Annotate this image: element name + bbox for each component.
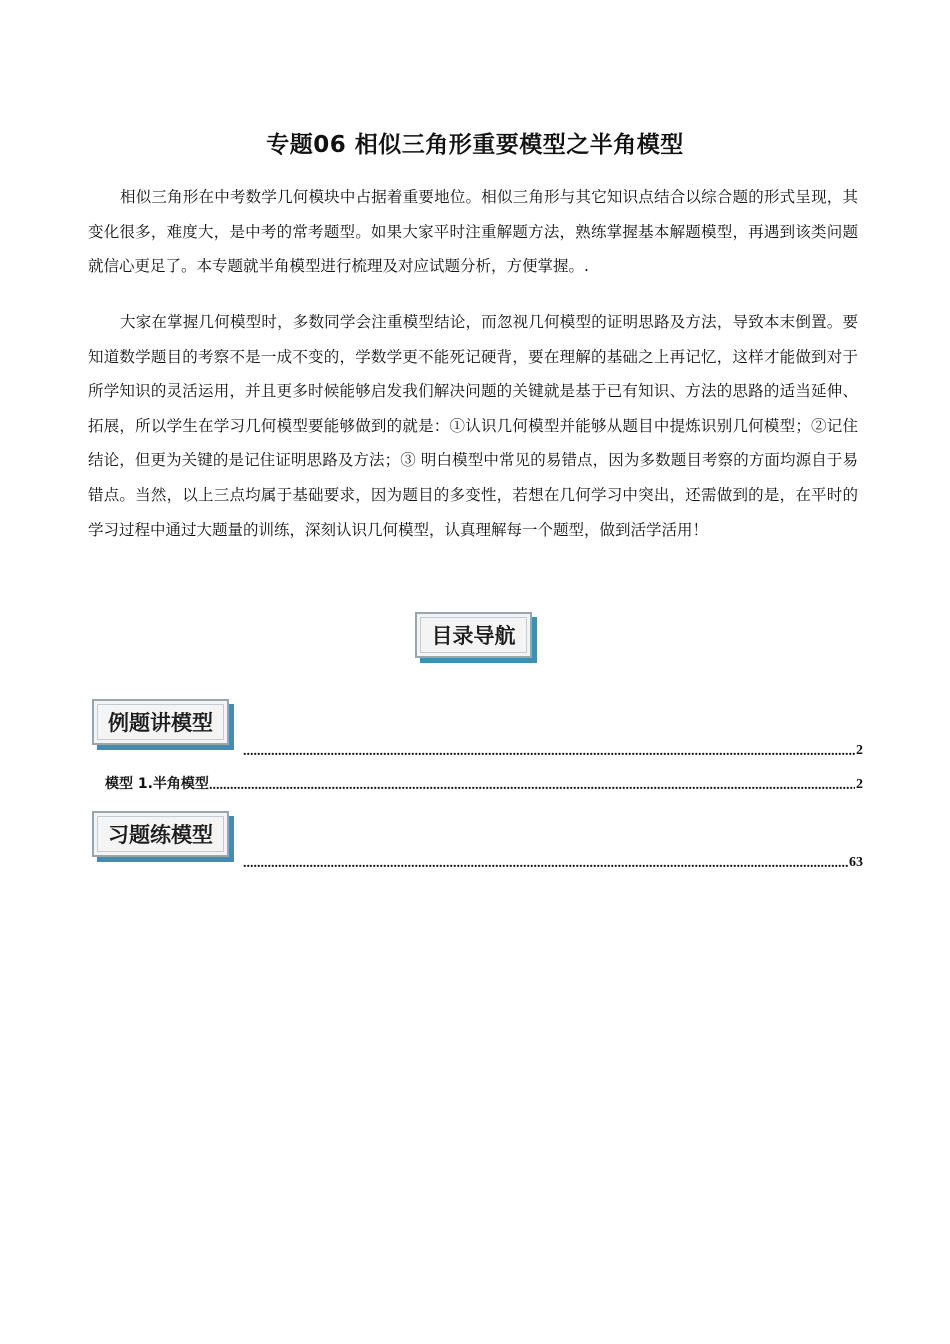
toc-line-examples[interactable]	[243, 743, 863, 759]
toc-section-box-examples[interactable]	[92, 699, 229, 745]
toc-page-number: 2	[856, 743, 863, 758]
document-title: 专题06 相似三角形重要模型之半角模型	[266, 132, 684, 158]
toc-heading-box	[415, 612, 532, 658]
toc-section-box-exercises[interactable]	[92, 811, 229, 857]
toc-entry-label: 模型 1.半角模型	[105, 776, 209, 792]
toc-page-number: 2	[856, 777, 863, 792]
toc-line-model-1[interactable]	[105, 773, 863, 793]
intro-paragraph-1: 相似三角形在中考数学几何模块中占据着重要地位。相似三角形与其它知识点结合以综合题的形式呈现，其变化很多，难度大，是中考的常考题型。如果大家平时注重解题方法，熟练掌握基本解题模型，再遇到该类问题就信心更足了。本专题就半角模型进行梳理及对应试题分析，方便掌握。.	[88, 188, 858, 276]
toc-heading: 目录导航	[431, 624, 516, 648]
toc-page-number: 63	[849, 855, 863, 870]
toc-leader-dots	[243, 745, 855, 759]
toc-section-label-exercises: 习题练模型	[108, 823, 213, 847]
toc-leader-dots	[209, 779, 855, 793]
toc-line-exercises[interactable]	[243, 855, 863, 871]
toc-leader-dots	[243, 857, 848, 871]
intro-paragraph-2: 大家在掌握几何模型时，多数同学会注重模型结论，而忽视几何模型的证明思路及方法，导致本末倒置。要知道数学题目的考察不是一成不变的，学数学更不能死记硬背，要在理解的基础之上再记忆，这样才能做到对于所学知识的灵活运用，并且更多时候能够启发我们解决问题的关键就是基于已有知识、方法的思路的适当延伸、拓展，所以学生在学习几何模型要能够做到的就是：①认识几何模型并能够从题目中提炼识别几何模型；②记住结论，但更为关键的是记住证明思路及方法；③ 明白模型中常见的易错点，因为多数题目考察的方面均源自于易错点。当然，以上三点均属于基础要求，因为题目的多变性，若想在几何学习中突出，还需做到的是，在平时的学习过程中通过大题量的训练，深刻认识几何模型，认真理解每一个题型，做到活学活用！	[88, 313, 858, 539]
toc-section-label-examples: 例题讲模型	[108, 711, 213, 735]
